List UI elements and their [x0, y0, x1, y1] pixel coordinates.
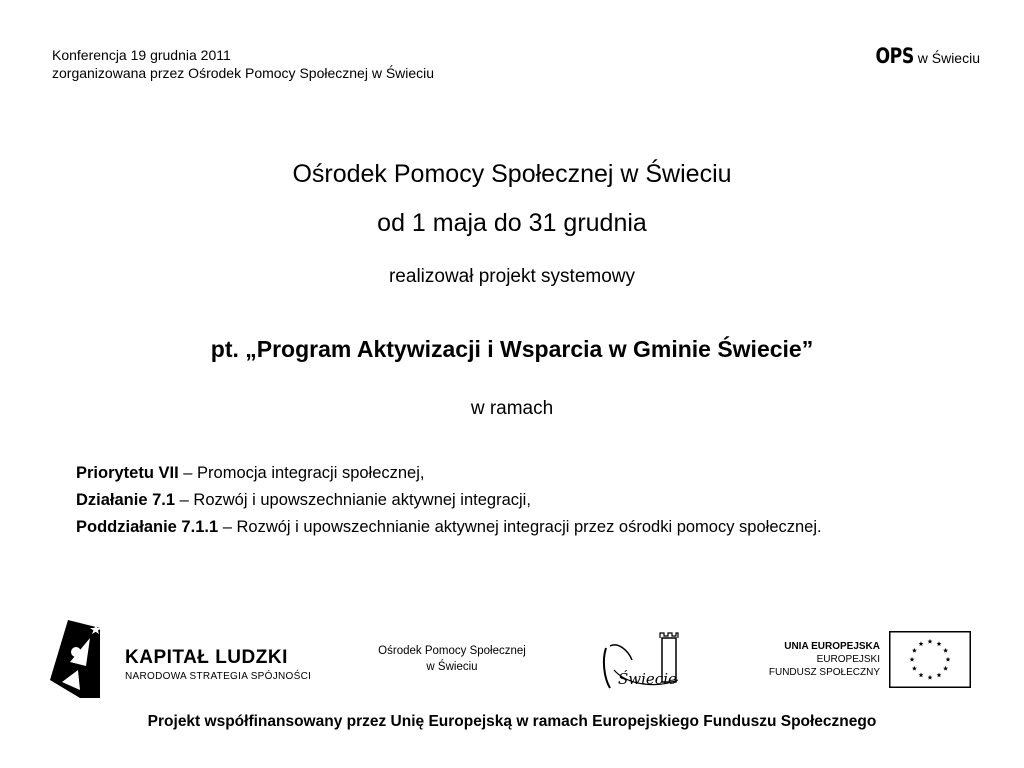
within-label: w ramach: [470, 398, 554, 419]
kapital-ludzki-subtitle: NARODOWA STRATEGIA SPÓJNOŚCI: [125, 671, 312, 682]
kapital-ludzki-title: KAPITAŁ LUDZKI: [125, 647, 288, 668]
ops-logo: [867, 44, 980, 68]
priority-label: Poddziałanie 7.1.1: [76, 518, 219, 536]
ue-efs-label: [720, 640, 880, 679]
priority-item: [76, 487, 822, 514]
priority-text: – Promocja integracji społecznej,: [178, 464, 425, 482]
ops-footer-line1: Ośrodek Pomocy Społecznej: [378, 645, 526, 657]
ue-line3: FUNDUSZ SPOŁECZNY: [768, 667, 880, 678]
ops-footer-line2: w Świeciu: [426, 661, 478, 673]
conference-info: [52, 46, 434, 82]
project-type: realizował projekt systemowy: [388, 266, 636, 287]
project-title: pt. „Program Aktywizacji i Wsparcia w Gminie Świecie”: [210, 336, 814, 362]
cofinancing-footer: Projekt współfinansowany przez Unię Europejską w ramach Europejskiego Funduszu Społecznego: [147, 713, 877, 730]
project-period: od 1 maja do 31 grudnia: [377, 209, 647, 237]
organization-name: Ośrodek Pomocy Społecznej w Świeciu: [292, 160, 732, 188]
conference-date: Konferencja 19 grudnia 2011: [52, 47, 231, 63]
priority-label: Działanie 7.1: [76, 491, 176, 509]
priority-text: – Rozwój i upowszechnianie aktywnej integracji przez ośrodki pomocy społecznej.: [218, 518, 822, 536]
ue-line1: UNIA EUROPEJSKA: [784, 641, 880, 652]
ops-footer-logo: [362, 643, 542, 675]
priorities-list: [76, 460, 822, 541]
priority-text: – Rozwój i upowszechnianie aktywnej integracji,: [175, 491, 531, 509]
swiecie-logo-text: Świecie: [618, 670, 677, 688]
ue-line2: EUROPEJSKI: [816, 654, 880, 665]
ops-logo-strong: OPS: [875, 44, 914, 68]
swiecie-town-logo: [598, 630, 688, 695]
eu-flag-icon: [889, 631, 971, 688]
priority-label: Priorytetu VII: [76, 464, 179, 482]
ops-logo-rest: w Świeciu: [917, 50, 980, 66]
priority-item: [76, 514, 822, 541]
conference-organizer: zorganizowana przez Ośrodek Pomocy Społecznej w Świeciu: [52, 65, 435, 81]
priority-item: [76, 460, 822, 487]
